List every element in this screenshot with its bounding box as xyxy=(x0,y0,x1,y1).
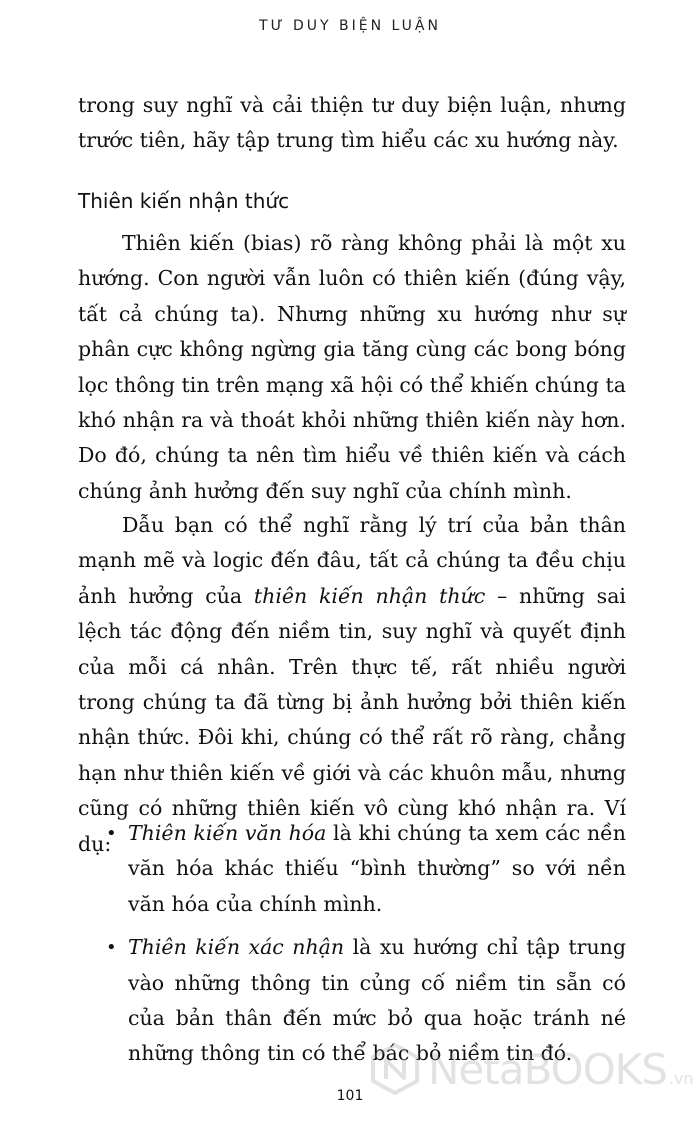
bullet-icon: • xyxy=(106,937,117,959)
bullet-term: Thiên kiến xác nhận xyxy=(128,935,345,960)
section-heading: Thiên kiến nhận thức xyxy=(78,189,290,213)
paragraph-3-rest: – những sai lệch tác động đến niềm tin, suy nghĩ và quyết định của mỗi cá nhân. Trên thực tế, rất nhiều người trong chúng ta đã từng bị ảnh hưởng bởi thiên kiến nhận thức. Đôi khi, chúng có thể rất rõ ràng, chẳng hạn như thiên kiến về giới và các khuôn mẫu, nhưng cũng có những thiên kiến vô cùng khó nhận ra. Ví dụ: xyxy=(78,583,626,856)
bullet-list xyxy=(78,816,626,1080)
watermark-suffix: .vn xyxy=(668,1069,694,1088)
bullet-term: Thiên kiến văn hóa xyxy=(128,821,327,845)
watermark-text: NetaBOOKS xyxy=(428,1044,667,1094)
paragraph-3-term: thiên kiến nhận thức xyxy=(253,583,486,608)
bullet-text: là khi chúng ta xem các nền văn hóa khác thiếu “bình thường” so với nền văn hóa của chính mình. xyxy=(128,821,626,916)
paragraph-3 xyxy=(78,508,626,862)
paragraph-3-lead: Dẫu bạn có thể nghĩ rằng lý trí của bản thân mạnh mẽ và logic đến đâu, tất cả chúng ta đều chịu ảnh hưởng của xyxy=(78,513,626,608)
bullet-icon: • xyxy=(106,823,117,844)
bullet-text: là xu hướng chỉ tập trung vào những thông tin củng cố niềm tin sẵn có của bản thân đến mức bỏ qua hoặc tránh né những thông tin có thể bác bỏ niềm tin đó. xyxy=(128,935,626,1066)
page-number: 101 xyxy=(336,1088,364,1104)
paragraph-2: Thiên kiến (bias) rõ ràng không phải là một xu hướng. Con người vẫn luôn có thiên kiến (đúng vậy, tất cả chúng ta). Nhưng những xu hướng như sự phân cực không ngừng gia tăng cùng các bong bóng lọc thông tin trên mạng xã hội có thể khiến chúng ta khó nhận ra và thoát khỏi những thiên kiến này hơn. Do đó, chúng ta nên tìm hiểu về thiên kiến và cách chúng ảnh hưởng đến suy nghĩ của chính mình. xyxy=(78,231,626,503)
list-item xyxy=(78,816,626,922)
running-head: TƯ DUY BIỆN LUẬN xyxy=(259,18,441,34)
paragraph-1: trong suy nghĩ và cải thiện tư duy biện luận, nhưng trước tiên, hãy tập trung tìm hiểu các xu hướng này. xyxy=(78,93,626,153)
